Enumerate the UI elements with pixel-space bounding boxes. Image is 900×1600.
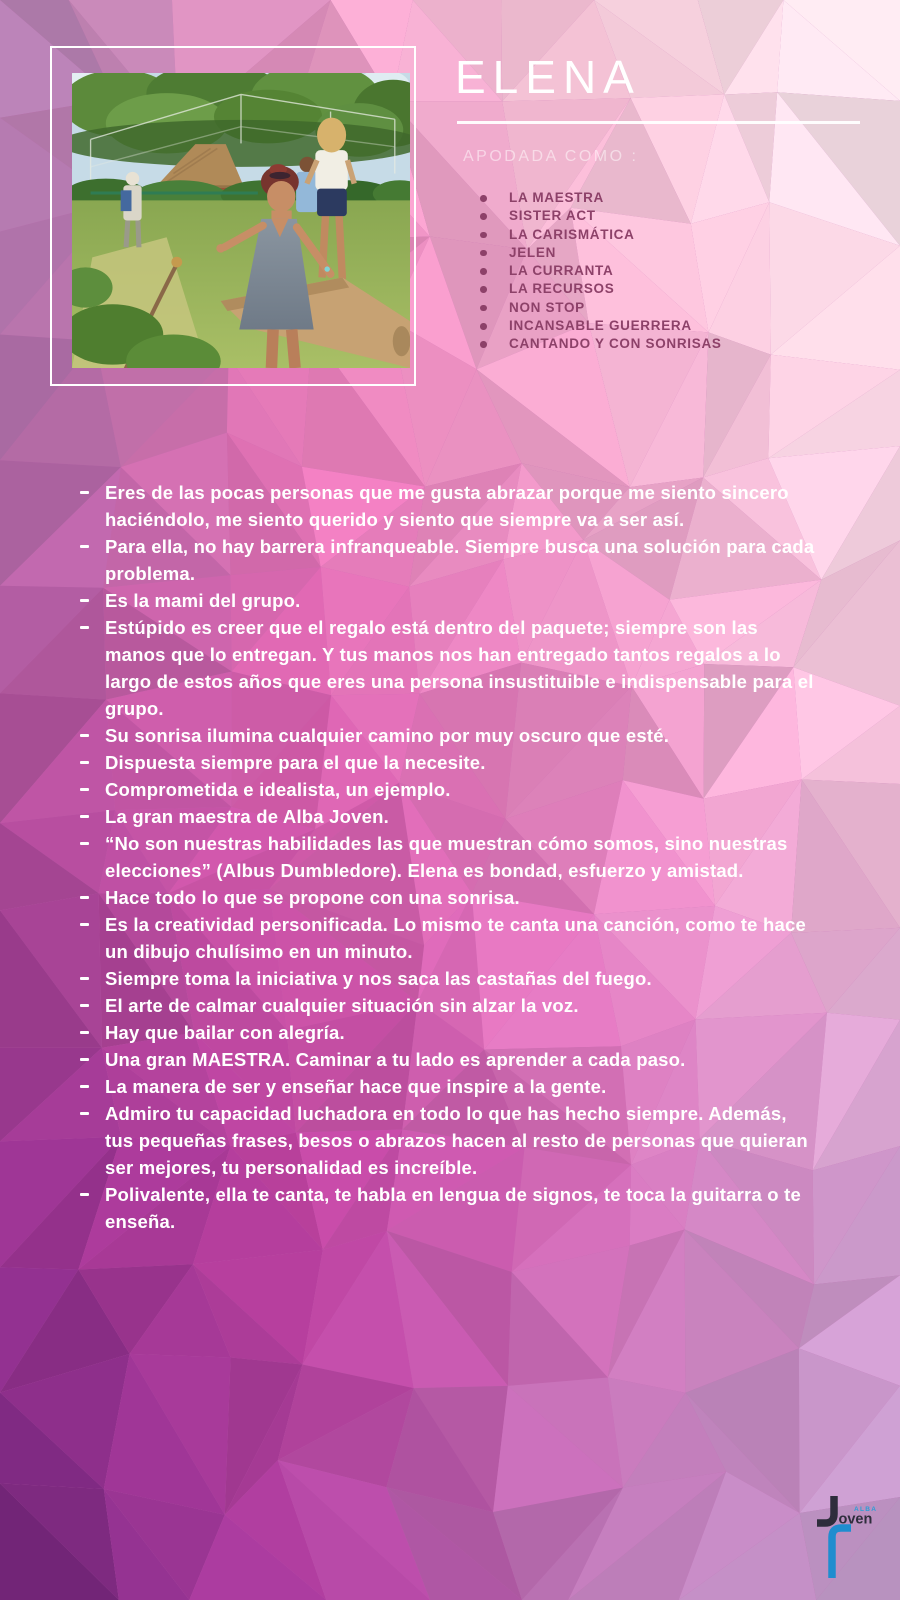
nickname-item: CANTANDO Y CON SONRISAS	[478, 335, 722, 353]
quote-item: Siempre toma la iniciativa y nos saca las castañas del fuego.	[78, 965, 815, 992]
page-title: ELENA	[455, 51, 641, 103]
quote-item: Estúpido es creer que el regalo está dentro del paquete; siempre son las manos que lo entregan. Y tus manos nos han entregado tantos regalos a lo largo de estos años que eres una persona insustituible e indispensable para el grupo.	[78, 614, 815, 722]
quote-item: La manera de ser y enseñar hace que inspire a la gente.	[78, 1073, 815, 1100]
quote-list	[78, 479, 815, 1235]
nickname-item: LA CARISMÁTICA	[478, 226, 722, 244]
quote-item: Es la creatividad personificada. Lo mismo te canta una canción, como te hace un dibujo chulísimo en un minuto.	[78, 911, 815, 965]
nickname-item: LA MAESTRA	[478, 189, 722, 207]
quote-item: Dispuesta siempre para el que la necesite.	[78, 749, 815, 776]
nickname-item: JELEN	[478, 244, 722, 262]
alba-joven-logo	[813, 1492, 883, 1582]
nicknames-label: APODADA COMO :	[463, 148, 639, 165]
logo-blue-hook-shape	[832, 1528, 851, 1578]
quote-item: Una gran MAESTRA. Caminar a tu lado es aprender a cada paso.	[78, 1046, 815, 1073]
title-underline	[457, 121, 860, 124]
nickname-item: SISTER ACT	[478, 207, 722, 225]
logo-alba-text: ALBA	[854, 1506, 878, 1513]
nickname-item: INCANSABLE GUERRERA	[478, 317, 722, 335]
quote-item: Polivalente, ella te canta, te habla en lengua de signos, te toca la guitarra o te enseña.	[78, 1181, 815, 1235]
nickname-item: LA RECURSOS	[478, 280, 722, 298]
logo-j-shape	[817, 1496, 834, 1523]
quote-item: Hay que bailar con alegría.	[78, 1019, 815, 1046]
quote-item: El arte de calmar cualquier situación sin alzar la voz.	[78, 992, 815, 1019]
quote-item: Es la mami del grupo.	[78, 587, 815, 614]
quote-item: Para ella, no hay barrera infranqueable. Siempre busca una solución para cada problema.	[78, 533, 815, 587]
quote-item: Comprometida e idealista, un ejemplo.	[78, 776, 815, 803]
alba-joven-logo-mark	[813, 1492, 883, 1582]
photo-frame	[50, 46, 416, 386]
nickname-list	[478, 189, 722, 354]
quote-item: Su sonrisa ilumina cualquier camino por muy oscuro que esté.	[78, 722, 815, 749]
nickname-item: NON STOP	[478, 299, 722, 317]
nickname-item: LA CURRANTA	[478, 262, 722, 280]
quote-item: Hace todo lo que se propone con una sonrisa.	[78, 884, 815, 911]
quote-item: Admiro tu capacidad luchadora en todo lo que has hecho siempre. Además, tus pequeñas frases, besos o abrazos hacen al resto de personas que quieran ser mejores, tu personalidad es increíble.	[78, 1100, 815, 1181]
quote-item: Eres de las pocas personas que me gusta abrazar porque me siento sincero haciéndolo, me siento querido y siento que siempre va a ser así.	[78, 479, 815, 533]
photo-scene	[72, 73, 410, 368]
quote-item: La gran maestra de Alba Joven.	[78, 803, 815, 830]
logo-oven-text: oven	[838, 1511, 873, 1528]
quote-item: “No son nuestras habilidades las que muestran cómo somos, sino nuestras elecciones” (Albus Dumbledore). Elena es bondad, esfuerzo y amistad.	[78, 830, 815, 884]
profile-photo	[72, 73, 410, 368]
